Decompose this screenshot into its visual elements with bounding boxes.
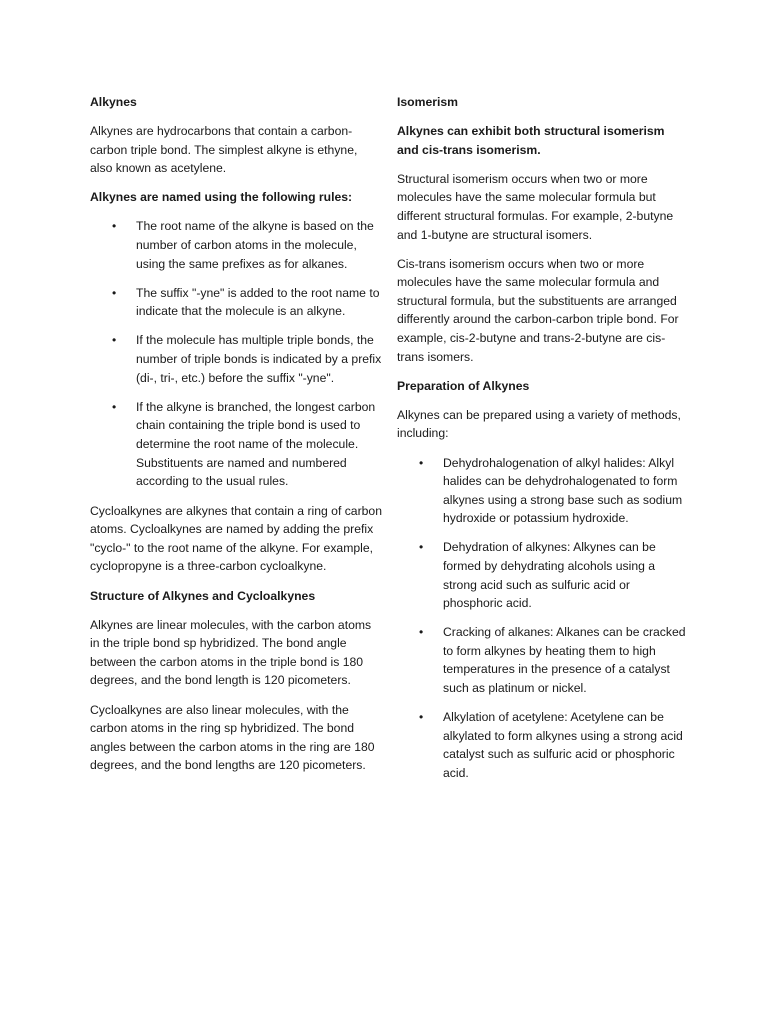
- paragraph-structural-isomerism: Structural isomerism occurs when two or more molecules have the same molecular formula but different structural formulas. For example, 2-butyne and 1-butyne are structural isomers.: [397, 171, 674, 242]
- naming-rules-list: [90, 217, 382, 490]
- heading-alkynes: Alkynes: [90, 95, 137, 109]
- heading-isomerism-types: Alkynes can exhibit both structural isomerism and cis-trans isomerism.: [397, 124, 665, 157]
- right-column: [397, 93, 687, 794]
- list-item: • Cracking of alkanes: Alkanes can be cracked to form alkynes by heating them to high temperatures in the presence of a catalyst such as platinum or nickel.: [397, 623, 687, 697]
- heading-naming-rules: Alkynes are named using the following rules:: [90, 190, 353, 205]
- heading-structure: Structure of Alkynes and Cycloalkynes: [90, 588, 316, 603]
- list-item: • If the molecule has multiple triple bonds, the number of triple bonds is indicated by a prefix (di-, tri-, etc.) before the suffix "-yne".: [90, 331, 382, 387]
- left-column: [90, 93, 382, 785]
- paragraph-cis-trans-isomerism: Cis-trans isomerism occurs when two or more molecules have the same molecular formula and structural formula, but the substituents are arranged differently around the carbon-carbon triple bond. For example, cis-2-butyne and trans-2-butyne are cis-trans isomers.: [397, 256, 679, 364]
- preparation-methods-list: [397, 454, 687, 783]
- list-item: • The root name of the alkyne is based on the number of carbon atoms in the molecule, using the same prefixes as for alkanes.: [90, 217, 382, 273]
- list-item: • Dehydration of alkynes: Alkynes can be formed by dehydrating alcohols using a strong acid such as sulfuric acid or phosphoric acid.: [397, 538, 687, 612]
- heading-isomerism: Isomerism: [397, 95, 458, 109]
- heading-preparation: Preparation of Alkynes: [397, 378, 530, 393]
- paragraph-structure-alkynes: Alkynes are linear molecules, with the carbon atoms in the triple bond sp hybridized. The bond angle between the carbon atoms in the triple bond is 180 degrees, and the bond length is 120 picometers.: [90, 617, 372, 688]
- list-item: • The suffix "-yne" is added to the root name to indicate that the molecule is an alkyne.: [90, 284, 382, 321]
- list-item: • If the alkyne is branched, the longest carbon chain containing the triple bond is used to determine the root name of the molecule. Substituents are named and numbered according to the usual rules.: [90, 398, 382, 491]
- paragraph-intro: Alkynes are hydrocarbons that contain a carbon-carbon triple bond. The simplest alkyne is ethyne, also known as acetylene.: [90, 124, 358, 176]
- paragraph-structure-cycloalkynes: Cycloalkynes are also linear molecules, with the carbon atoms in the ring sp hybridized. The bond angles between the carbon atoms in the ring are 180 degrees, and the bond lengths are 120 picometers.: [90, 702, 375, 773]
- paragraph-cycloalkynes: Cycloalkynes are alkynes that contain a ring of carbon atoms. Cycloalkynes are named by adding the prefix "cyclo-" to the root name of the alkyne. For example, cyclopropyne is a three-carbon cycloalkyne.: [90, 503, 382, 574]
- list-item: • Alkylation of acetylene: Acetylene can be alkylated to form alkynes using a strong acid catalyst such as sulfuric acid or phosphoric acid.: [397, 708, 687, 782]
- paragraph-preparation-intro: Alkynes can be prepared using a variety of methods, including:: [397, 407, 681, 441]
- list-item: • Dehydrohalogenation of alkyl halides: Alkyl halides can be dehydrohalogenated to form alkynes using a strong base such as sodium hydroxide or potassium hydroxide.: [397, 454, 687, 528]
